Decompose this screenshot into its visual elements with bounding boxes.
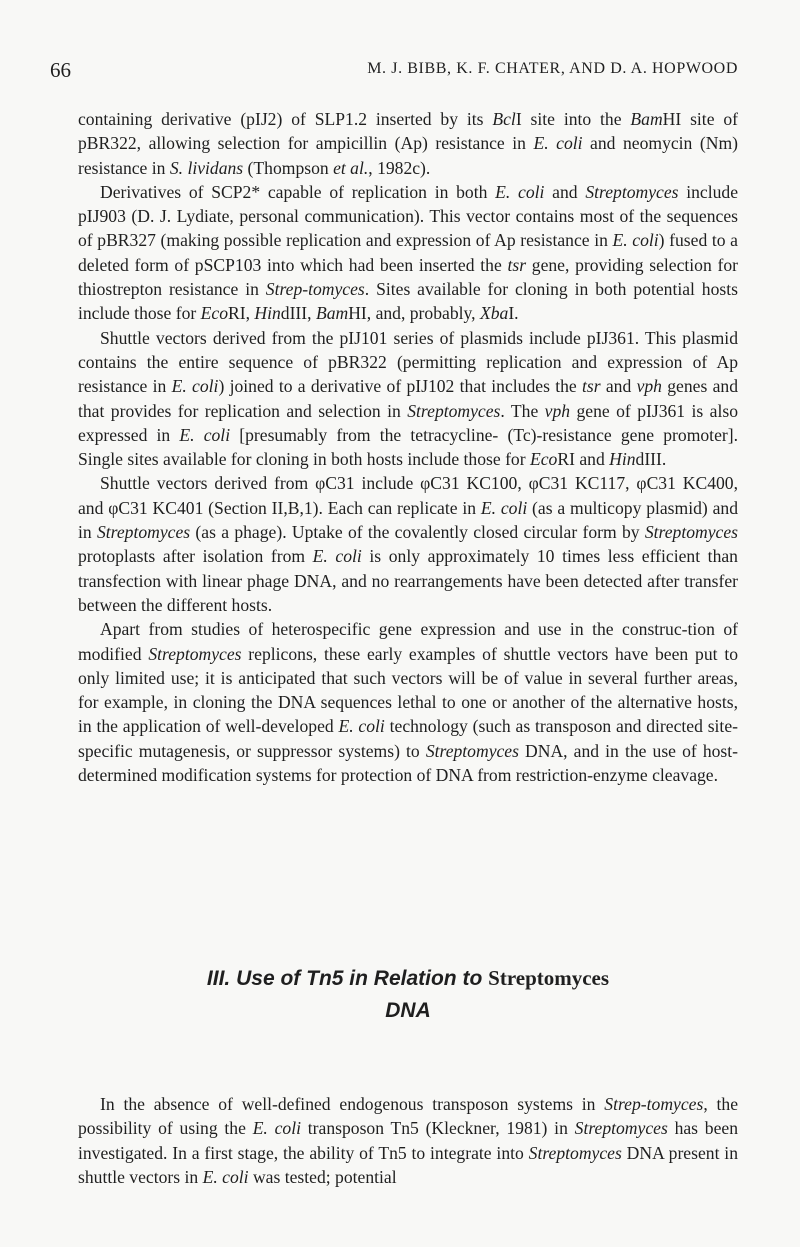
text-run: genes and that provides for replication and selection in <box>78 376 738 421</box>
italic-term: Xba <box>479 303 509 324</box>
text-run: gene, providing selection for thiostrepton resistance in <box>78 254 738 300</box>
text-run: (as a multicopy plasmid) and in <box>78 497 738 543</box>
italic-term: E. coli <box>495 181 545 202</box>
text-run: , 1982c). <box>368 157 431 178</box>
italic-term: Strep-tomyces <box>604 1094 704 1114</box>
italic-term: Streptomyces <box>407 400 501 421</box>
text-run: I site into the <box>515 109 631 129</box>
text-run: Shuttle vectors derived from the pIJ101 series of plasmids include pIJ361. This plasmid contains the entire sequence of pBR322 (permitting replication and expression of Ap resistance in <box>78 327 738 397</box>
italic-term: E. coli <box>338 716 385 737</box>
italic-term: Streptomyces <box>96 522 191 543</box>
italic-term: E. coli <box>179 424 231 445</box>
text-run: [presumably from the tetracycline- (Tc)-resistance gene promoter]. Single sites available for cloning in both hosts include those for <box>78 424 739 470</box>
italic-term: Bam <box>630 109 663 129</box>
text-run: dIII, <box>280 303 316 324</box>
text-run: and neomycin (Nm) resistance in <box>78 133 738 178</box>
italic-term: vph <box>544 400 571 421</box>
italic-term: et al. <box>333 157 369 178</box>
text-run: protoplasts after isolation from <box>78 546 313 567</box>
text-run: . Sites available for cloning in both potential hosts include those for <box>78 279 738 324</box>
text-run: dIII. <box>635 449 667 470</box>
italic-term: Bcl <box>492 109 516 129</box>
italic-term: E. coli <box>480 497 528 518</box>
paragraph <box>78 617 738 787</box>
text-run: ) joined to a derivative of pIJ102 that includes the <box>218 376 582 397</box>
italic-term: Hin <box>609 449 636 470</box>
running-head: M. J. BIBB, K. F. CHATER, AND D. A. HOPWOOD <box>367 60 738 77</box>
body-text-continued <box>78 1092 738 1189</box>
text-run: is only approximately 10 times less efficient than transfection with linear phage DNA, and no rearrangements have been detected after transfer between the different hosts. <box>78 546 738 615</box>
text-run: Derivatives of SCP2* capable of replication in both <box>100 181 496 202</box>
text-run: containing derivative (pIJ2) of SLP1.2 inserted by its <box>78 109 493 129</box>
text-run: technology (such as transposon and directed site-specific mutagenesis, or suppressor systems) to <box>78 716 738 761</box>
paragraph <box>78 326 738 472</box>
section-heading <box>78 962 738 1027</box>
paragraph <box>78 180 738 326</box>
italic-term: E. coli <box>252 1118 301 1139</box>
paragraph <box>78 471 738 617</box>
text-run: include pIJ903 (D. J. Lydiate, personal communication). This vector contains most of the sequences of pBR327 (making possible replication and expression of Ap resistance in <box>78 181 739 251</box>
italic-term: Streptomyces <box>585 181 679 202</box>
text-run: ) fused to a deleted form of pSCP103 into which had been inserted the <box>78 230 738 275</box>
section-title-end: DNA <box>385 999 431 1022</box>
text-run: . The <box>500 400 545 421</box>
text-run: RI and <box>557 449 610 470</box>
italic-term: E. coli <box>171 376 219 397</box>
italic-term: tsr <box>507 254 527 275</box>
italic-term: Streptomyces <box>528 1142 622 1163</box>
text-run: has been investigated. In a first stage, the ability of Tn5 to integrate into <box>78 1118 739 1163</box>
italic-term: vph <box>636 376 662 397</box>
italic-term: Streptomyces <box>644 522 739 543</box>
text-run: , the possibility of using the <box>78 1094 739 1139</box>
italic-term: tsr <box>582 376 601 397</box>
section-title-genus: Streptomyces <box>488 966 610 990</box>
italic-term: Strep-tomyces <box>265 279 365 300</box>
italic-term: Eco <box>200 303 228 324</box>
body-text <box>78 107 738 787</box>
italic-term: E. coli <box>202 1166 249 1187</box>
paragraph <box>78 107 738 180</box>
text-run: transposon Tn5 (Kleckner, 1981) in <box>301 1118 575 1139</box>
page-header <box>50 58 738 84</box>
text-run: HI site of pBR322, allowing selection for ampicillin (Ap) resistance in <box>78 109 739 154</box>
text-run: replicons, these early examples of shuttle vectors have been put to only limited use; it is anticipated that such vectors will be of value in several further areas, for example, in cloning the DNA sequences lethal to one or another of the alternative hosts, in the application of well-developed <box>78 643 739 737</box>
section-number: III. <box>206 967 231 990</box>
section-title-part: Use of Tn5 in Relation to <box>236 967 483 990</box>
italic-term: Streptomyces <box>148 643 242 664</box>
italic-term: E. coli <box>612 230 659 251</box>
italic-term: Streptomyces <box>574 1118 668 1139</box>
text-run: (as a phage). Uptake of the covalently closed circular form by <box>190 522 645 543</box>
text-run: DNA, and in the use of host-determined modification systems for protection of DNA from restriction-enzyme cleavage. <box>78 740 739 786</box>
text-run: RI, <box>228 303 255 324</box>
text-run: I. <box>508 303 519 324</box>
text-run: gene of pIJ361 is also expressed in <box>78 400 738 445</box>
page-number: 66 <box>50 58 71 82</box>
italic-term: E. coli <box>312 546 362 567</box>
text-run: HI, and, probably, <box>348 303 480 324</box>
italic-term: Eco <box>529 449 558 470</box>
text-run: DNA present in shuttle vectors in <box>78 1142 738 1187</box>
italic-term: Bam <box>315 303 349 324</box>
paragraph <box>78 1092 738 1189</box>
italic-term: E. coli <box>533 133 583 154</box>
text-run: and <box>544 181 586 202</box>
italic-term: S. lividans <box>169 157 244 178</box>
italic-term: Streptomyces <box>425 740 519 761</box>
italic-term: Hin <box>254 303 281 324</box>
text-run: and <box>600 376 637 397</box>
text-run: Apart from studies of heterospecific gene expression and use in the construc-tion of modified <box>78 619 738 664</box>
text-run: Shuttle vectors derived from φC31 include φC31 KC100, φC31 KC117, φC31 KC400, and φC31 KC401 (Section II,B,1). Each can replicate in <box>78 473 738 518</box>
text-run: was tested; potential <box>248 1166 397 1187</box>
text-run: (Thompson <box>243 157 334 178</box>
text-run: In the absence of well-defined endogenous transposon systems in <box>100 1094 605 1114</box>
